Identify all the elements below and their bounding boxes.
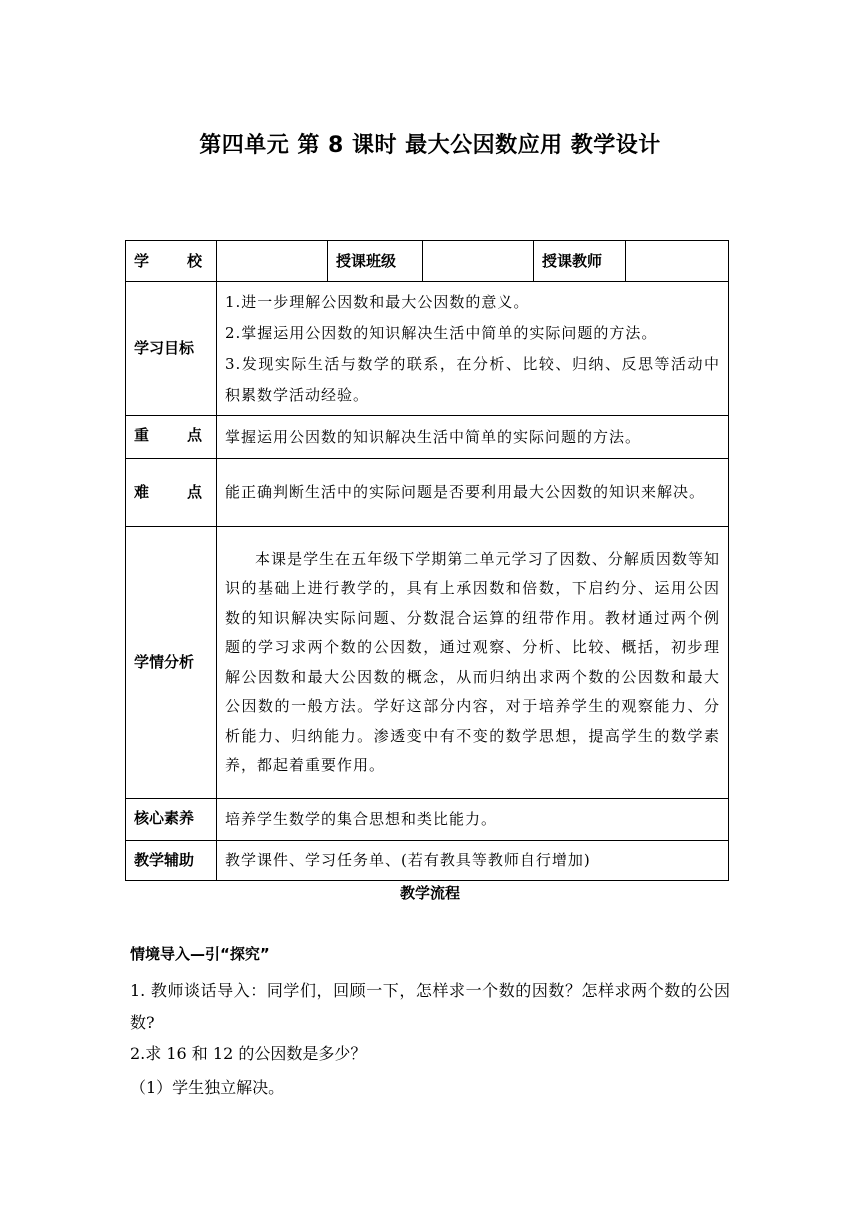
goal-item: 1.进一步理解公因数和最大公因数的意义。 (225, 292, 530, 311)
section-title: 情境导入—引“探究” (130, 945, 270, 963)
aids-row (126, 841, 729, 881)
literacy-row (126, 799, 729, 841)
key-point-label: 重 点 (126, 416, 217, 459)
teacher-value (626, 241, 729, 282)
literacy-label: 核心素养 (126, 799, 217, 841)
header-row (126, 241, 729, 282)
analysis-row (126, 527, 729, 799)
key-point-row (126, 416, 729, 459)
lesson-info-table (125, 240, 729, 881)
school-value (217, 241, 328, 282)
aids-label: 教学辅助 (126, 841, 217, 881)
flow-paragraph-3: （1）学生独立解决。 (130, 1078, 285, 1097)
literacy-content: 培养学生数学的集合思想和类比能力。 (217, 799, 729, 841)
difficulty-label: 难 点 (126, 459, 217, 527)
goal-item: 2.掌握运用公因数的知识解决生活中简单的实际问题的方法。 (225, 323, 658, 342)
goals-label: 学习目标 (126, 282, 217, 416)
flow-paragraph-1: 1. 教师谈话导入：同学们，回顾一下，怎样求一个数的因数？怎样求两个数的公因数? (130, 981, 730, 1032)
goal-item: 3.发现实际生活与数学的联系，在分析、比较、归纳、反思等活动中积累数学活动经验。 (225, 354, 720, 404)
class-label: 授课班级 (328, 241, 423, 282)
goals-content (217, 282, 729, 416)
analysis-label: 学情分析 (126, 527, 217, 799)
flow-paragraph-2: 2.求 16 和 12 的公因数是多少？ (130, 1044, 367, 1063)
difficulty-row (126, 459, 729, 527)
flow-title: 教学流程 (399, 884, 460, 902)
analysis-content: 本课是学生在五年级下学期第二单元学习了因数、分解质因数等知识的基础上进行教学的，具有上承因数和倍数，下启约分、运用公因数的知识解决实际问题、分数混合运算的纽带作用。教材通过两个例题的学习求两个数的公因数，通过观察、分析、比较、概括，初步理解公因数和最大公因数的概念，从而归纳出求两个数的公因数和最大公因数的一般方法。学好这部分内容，对于培养学生的观察能力、分析能力、归纳能力。渗透变中有不变的数学思想，提高学生的数学素养，都起着重要作用。 (217, 527, 729, 799)
school-label: 学 校 (126, 241, 217, 282)
key-point-content: 掌握运用公因数的知识解决生活中简单的实际问题的方法。 (217, 416, 729, 459)
goals-row (126, 282, 729, 416)
aids-content: 教学课件、学习任务单、(若有教具等教师自行增加) (217, 841, 729, 881)
difficulty-content: 能正确判断生活中的实际问题是否要利用最大公因数的知识来解决。 (217, 459, 729, 527)
teacher-label: 授课教师 (534, 241, 626, 282)
class-value (423, 241, 534, 282)
page-title: 第四单元 第 8 课时 最大公因数应用 教学设计 (199, 133, 661, 158)
